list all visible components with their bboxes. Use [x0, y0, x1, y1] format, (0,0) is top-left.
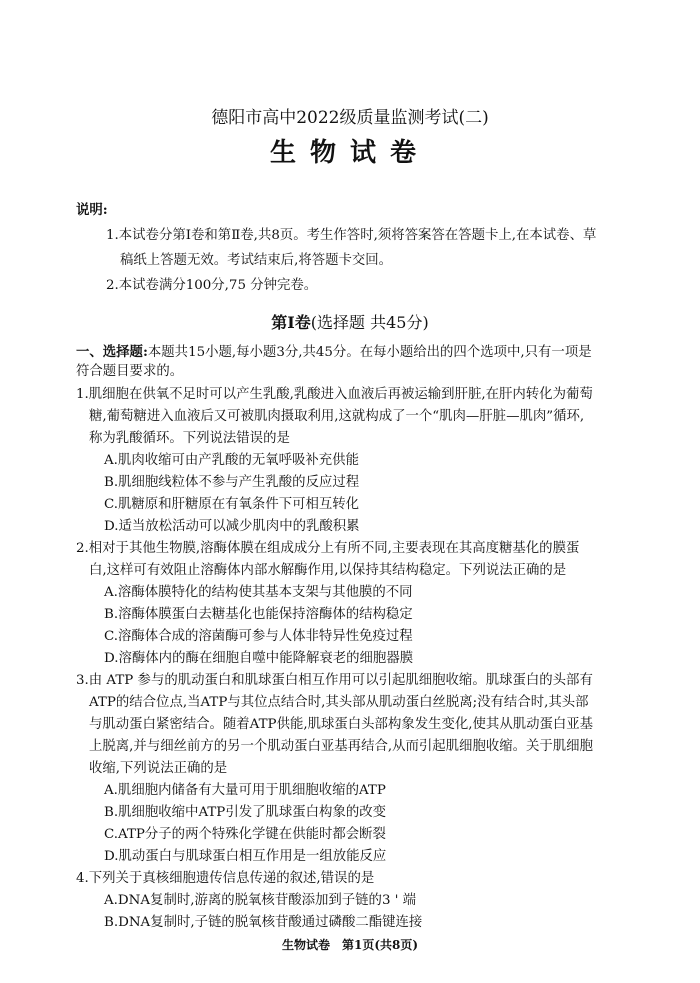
question-3-stem: 3.由 ATP 参与的肌动蛋白和肌球蛋白相互作用可以引起肌细胞收缩。肌球蛋白的头部有: [76, 673, 593, 688]
subject-title: 生物试卷: [269, 138, 430, 168]
question-2-stem: 2.相对于其他生物膜,溶酶体膜在组成成分上有所不同,主要表现在其高度糖基化的膜蛋: [76, 541, 580, 556]
exam-title: 德阳市高中2022级质量监测考试(二): [211, 108, 489, 128]
question-3-option-d: D.肌动蛋白与肌球蛋白相互作用是一组放能反应: [104, 849, 387, 864]
question-3-option-b: B.肌细胞收缩中ATP引发了肌球蛋白构象的改变: [104, 805, 387, 820]
question-2-stem: 白,这样可有效阻止溶酶体内部水解酶作用,以保持其结构稳定。下列说法正确的是: [89, 563, 567, 578]
question-3-stem: ATP的结合位点,当ATP与其位点结合时,其头部从肌动蛋白丝脱离;没有结合时,其头部: [89, 695, 589, 710]
note-line: 稿纸上答题无效。考试结束后,将答题卡交回。: [120, 253, 393, 268]
note-line: 2.本试卷满分100分,75 分钟完卷。: [106, 278, 318, 293]
question-4-stem: 4.下列关于真核细胞遗传信息传递的叙述,错误的是: [76, 871, 375, 886]
question-2-option-d: D.溶酶体内的酶在细胞自噬中能降解衰老的细胞器膜: [104, 651, 414, 666]
question-1-stem: 糖,葡萄糖进入血液后又可被肌肉摄取利用,这就构成了一个“肌肉—肝脏—肌肉”循环,: [89, 409, 585, 424]
section1-intro-text: 本题共15小题,每小题3分,共45分。在每小题给出的四个选项中,只有一项是: [147, 345, 592, 360]
question-4-option-a: A.DNA复制时,游离的脱氧核苷酸添加到子链的3 ' 端: [104, 893, 417, 908]
part1-heading: [0, 311, 700, 335]
question-1-option-d: D.适当放松活动可以减少肌肉中的乳酸积累: [104, 519, 360, 534]
question-3-option-a: A.肌细胞内储备有大量可用于肌细胞收缩的ATP: [104, 783, 386, 798]
notes-label: 说明:: [76, 202, 108, 218]
section1-label: 一、选择题:: [76, 344, 148, 360]
question-1-stem: 1.肌细胞在供氧不足时可以产生乳酸,乳酸进入血液后再被运输到肝脏,在肝内转化为葡萄: [76, 387, 593, 402]
question-1-stem: 称为乳酸循环。下列说法错误的是: [89, 431, 290, 446]
question-4-option-b: B.DNA复制时,子链的脱氧核苷酸通过磷酸二酯键连接: [104, 915, 423, 930]
question-3-stem: 上脱离,并与细丝前方的另一个肌动蛋白亚基再结合,从而引起肌细胞收缩。关于肌细胞: [89, 739, 593, 754]
question-1-option-a: A.肌肉收缩可由产乳酸的无氧呼吸补充供能: [104, 453, 359, 468]
question-1-option-c: C.肌糖原和肝糖原在有氧条件下可相互转化: [104, 497, 360, 512]
question-3-option-c: C.ATP分子的两个特殊化学键在供能时都会断裂: [104, 827, 386, 842]
question-2-option-a: A.溶酶体膜特化的结构使其基本支架与其他膜的不同: [104, 585, 413, 600]
question-1-option-b: B.肌细胞线粒体不参与产生乳酸的反应过程: [104, 475, 360, 490]
section1-intro-cont: 符合题目要求的。: [76, 364, 184, 379]
part1-heading-bold: 第Ⅰ卷: [271, 313, 311, 332]
page-footer: 生物试卷 第1页(共8页): [281, 938, 419, 952]
question-2-option-b: B.溶酶体膜蛋白去糖基化也能保持溶酶体的结构稳定: [104, 607, 413, 622]
section1-intro: [76, 342, 592, 363]
part1-heading-rest: (选择题 共45分): [310, 313, 429, 332]
question-3-stem: 与肌动蛋白紧密结合。随着ATP供能,肌球蛋白头部构象发生变化,使其从肌动蛋白亚基: [89, 717, 594, 732]
question-2-option-c: C.溶酶体合成的溶菌酶可参与人体非特异性免疫过程: [104, 629, 413, 644]
note-line: 1.本试卷分第Ⅰ卷和第Ⅱ卷,共8页。考生作答时,须将答案答在答题卡上,在本试卷、草: [106, 228, 597, 243]
question-3-stem: 收缩,下列说法正确的是: [89, 761, 228, 776]
